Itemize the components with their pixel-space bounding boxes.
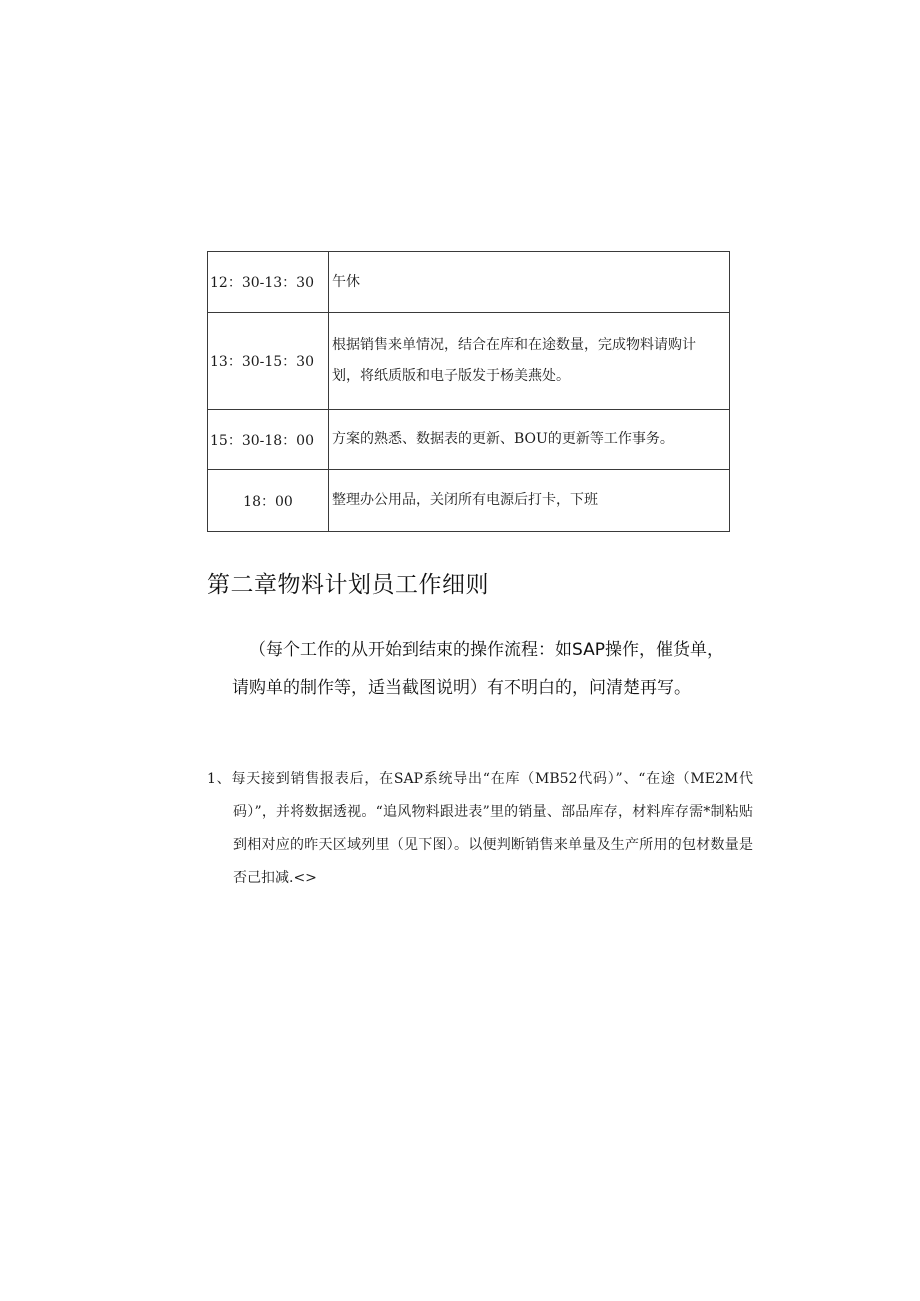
schedule-task: 方案的熟悉、数据表的更新、BOU的更新等工作事务。	[329, 410, 730, 470]
schedule-row	[208, 410, 730, 470]
schedule-time: 12：30-13：30	[208, 252, 329, 313]
schedule-row	[208, 470, 730, 532]
schedule-task: 午休	[329, 252, 730, 313]
chapter-title: 第二章物料计划员工作细则	[207, 572, 489, 598]
schedule-table	[207, 251, 730, 532]
list-item: 1、每天接到销售报表后，在SAP系统导出“在库（MB52代码）”、“在途（ME2M代码）”，并将数据透视。“追风物料跟进表”里的销量、部品库存，材料库存需*制粘贴到相对应的昨天区域列里（见下图）。以便判断销售来单量及生产所用的包材数量是否己扣减.<>	[207, 771, 753, 886]
schedule-task: 根据销售来单情况，结合在库和在途数量，完成物料请购计划，将纸质版和电子版发于杨美燕处。	[329, 313, 730, 410]
schedule-time: 13：30-15：30	[208, 313, 329, 410]
chapter-note: （每个工作的从开始到结束的操作流程：如SAP操作，催货单，请购单的制作等，适当截图说明）有不明白的，问清楚再写。	[232, 640, 724, 698]
schedule-row	[208, 252, 730, 313]
schedule-task: 整理办公用品，关闭所有电源后打卡，下班	[329, 470, 730, 532]
schedule-time: 18：00	[208, 470, 329, 532]
schedule-time: 15：30-18：00	[208, 410, 329, 470]
schedule-row	[208, 313, 730, 410]
